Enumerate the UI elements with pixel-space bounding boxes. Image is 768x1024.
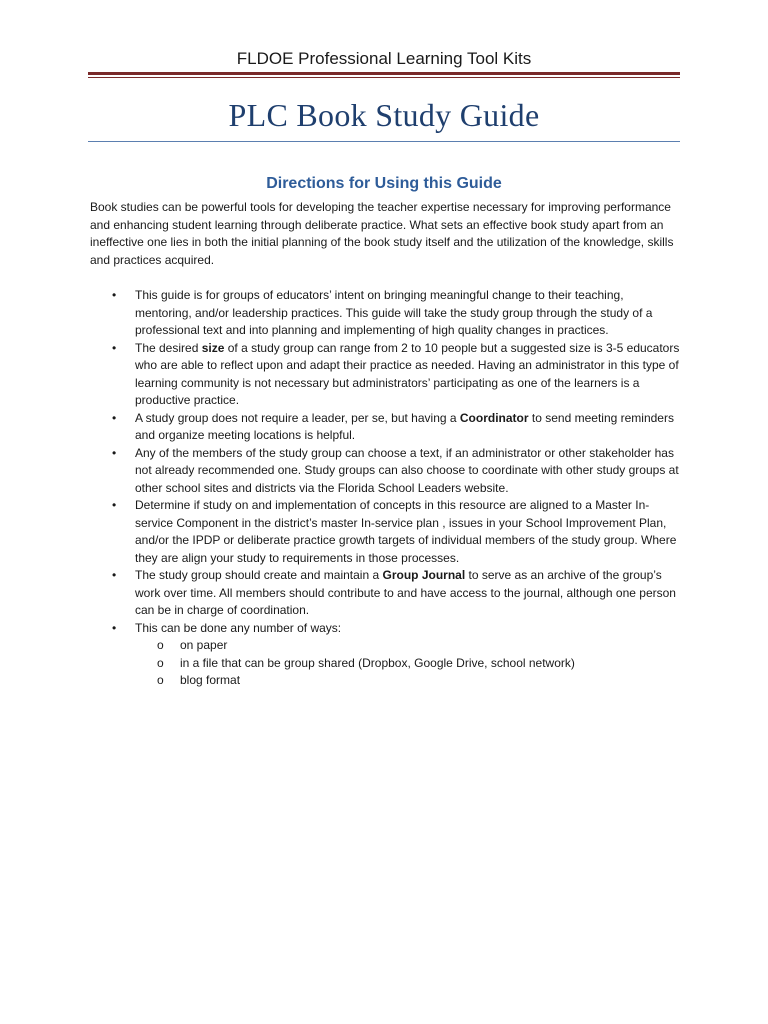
list-item-text-after: of a study group can range from 2 to 10 people but a suggested size is 3-5 educators who are able to reflect upon and adapt their practice as needed. Having an administrator in this type of learning community is not necessary but administrators’ participating as one of the learners is a productive practice. (135, 340, 680, 407)
bullet-marker: • (112, 568, 117, 582)
list-item-bold: Coordinator (459, 410, 529, 425)
directions-list (110, 287, 682, 690)
bullet-marker: • (112, 445, 117, 460)
sub-list (135, 637, 682, 690)
running-header: FLDOE Professional Learning Tool Kits (236, 49, 532, 68)
list-item-text-after: to send meeting reminders and organize meeting locations is helpful. (135, 410, 674, 442)
sub-bullet-marker: o (157, 638, 164, 652)
section-heading: Directions for Using this Guide (266, 175, 502, 192)
list-item (110, 497, 682, 567)
list-item-bold: Group Journal (382, 568, 466, 582)
list-item (110, 410, 682, 445)
title-rule (88, 141, 680, 142)
sub-list-item (135, 672, 682, 690)
list-item-text: This guide is for groups of educators’ intent on bringing meaningful change to their teaching, mentoring, and/or leadership practices. This guide will take the study group through the study of a professional text and into planning and implementing of high quality changes in practices. (135, 288, 653, 337)
sub-bullet-marker: o (157, 673, 164, 687)
bullet-marker: • (112, 410, 117, 425)
list-item (110, 567, 682, 620)
sub-bullet-marker: o (157, 655, 164, 670)
bullet-marker: • (112, 498, 117, 512)
sub-list-item (135, 655, 682, 673)
intro-paragraph: Book studies can be powerful tools for developing the teacher expertise necessary for improving performance and enhancing student learning through deliberate practice. What sets an effective book study apart from an ineffective one lies in both the initial planning of the book study itself and the utilization of the knowledge, skills and practices acquired. (90, 200, 674, 267)
sub-list-item-text: on paper (180, 638, 228, 652)
sub-list-item-text: in a file that can be group shared (Dropbox, Google Drive, school network) (180, 655, 575, 670)
list-item-text-before: The study group should create and maintain a (135, 568, 383, 582)
sub-list-item-text: blog format (180, 673, 241, 687)
document-title: PLC Book Study Guide (228, 97, 540, 133)
list-item-text-before: The desired (135, 340, 202, 355)
header-rule-thin (88, 77, 680, 78)
bullet-marker: • (112, 340, 117, 355)
list-item (110, 340, 682, 410)
bullet-marker: • (112, 620, 117, 635)
list-item-text: This can be done any number of ways: (135, 620, 342, 635)
header-rule (88, 72, 680, 75)
list-item-bold: size (201, 340, 225, 355)
list-item-text-before: A study group does not require a leader, per se, but having a (135, 410, 460, 425)
bullet-marker: • (112, 288, 117, 302)
sub-list-item (135, 637, 682, 655)
list-item-text-after: to serve as an archive of the group’s work over time. All members should contribute to and have access to the journal, although one person can be in charge of coordination. (135, 568, 676, 617)
list-item (110, 445, 682, 498)
list-item-text: Any of the members of the study group can choose a text, if an administrator or other stakeholder has not already recommended one. Study groups can also choose to coordinate with other study groups at other school sites and districts via the Florida School Leaders website. (135, 445, 679, 495)
list-item-text: Determine if study on and implementation of concepts in this resource are aligned to a Master In-service Component in the district’s master In-service plan , issues in your School Improvement Plan, and/or the IPDP or deliberate practice growth targets of individual members of the study group. Where they are align your study to requirements in those processes. (135, 498, 677, 565)
list-item (110, 620, 682, 690)
list-item (110, 287, 682, 340)
